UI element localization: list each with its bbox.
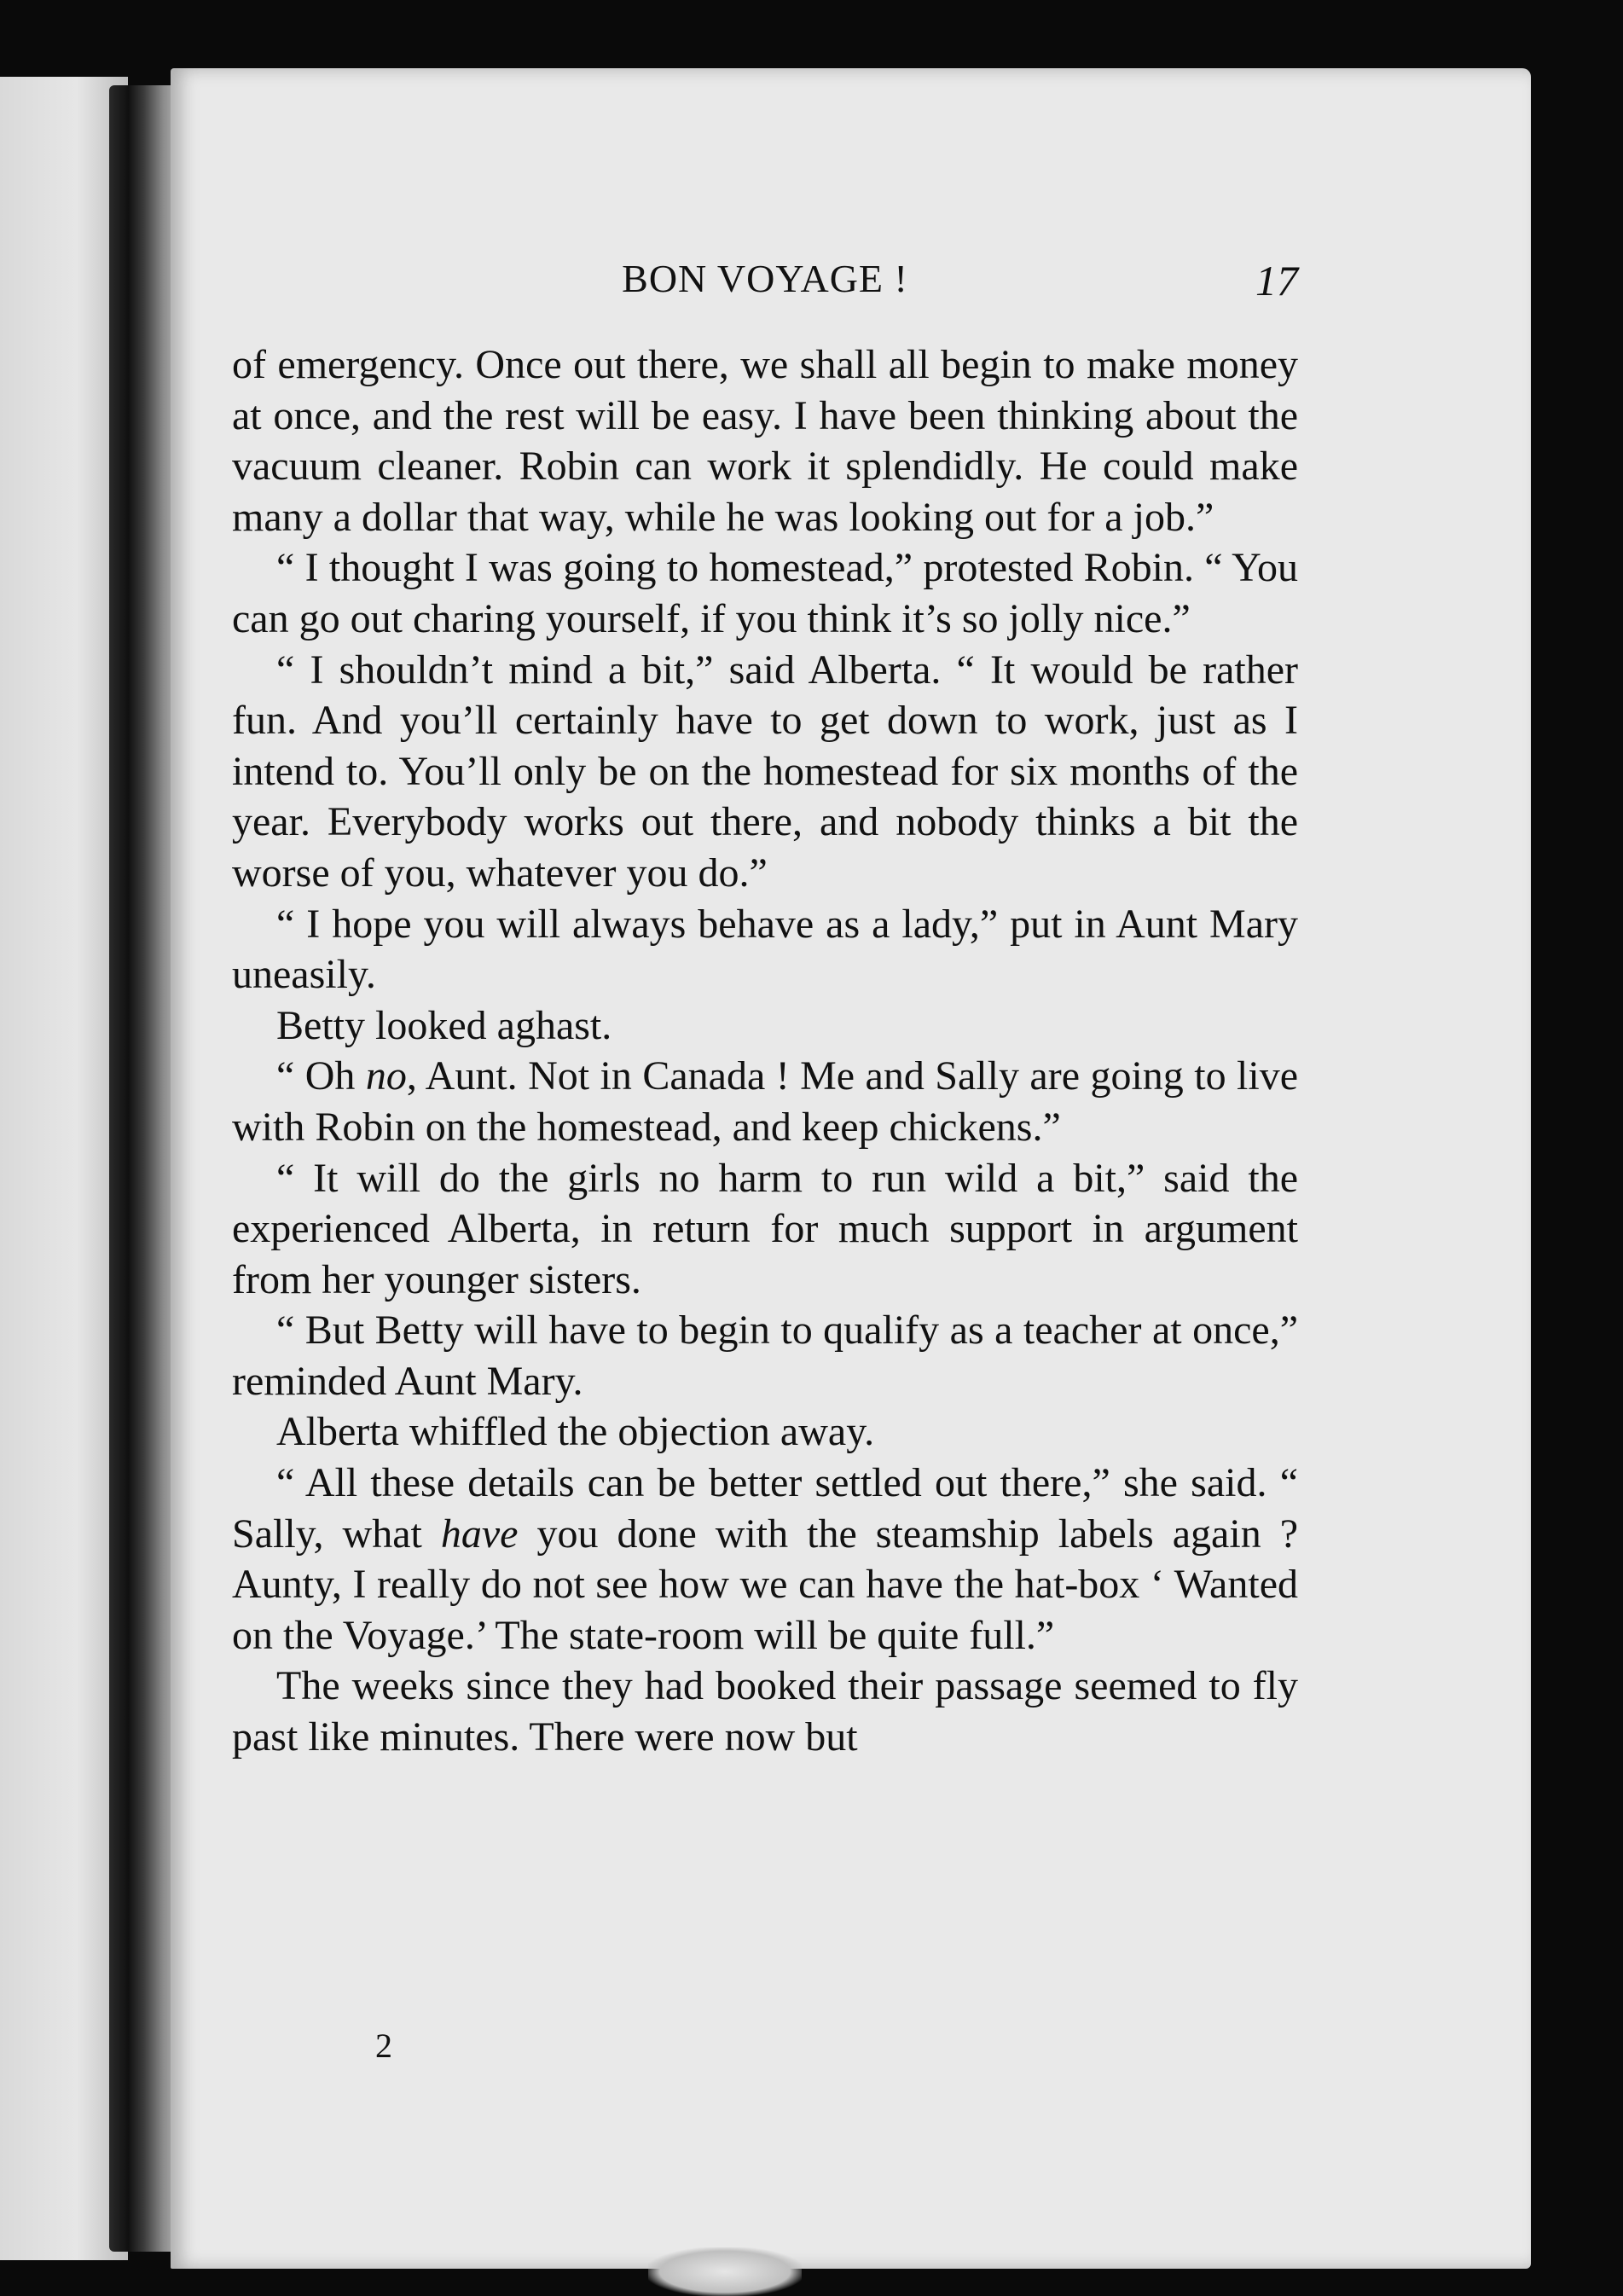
text-run: “ I thought I was going to homestead,” protested Robin. “ You can go out charing yourself, if you think it’s so jolly nice.” (232, 545, 1298, 641)
text-run: “ I hope you will always behave as a lady,” put in Aunt Mary uneasily. (232, 901, 1298, 998)
running-head: BON VOYAGE ! (622, 257, 908, 300)
text-run: of emergency. Once out there, we shall all begin to make money at once, and the rest will be easy. I have been thinking about the vacuum cleaner. Robin can work it splendidly. He could make many a dollar that way, while he was looking out for a job.” (232, 342, 1298, 540)
signature-mark: 2 (375, 2026, 392, 2065)
text-run: “ Oh (276, 1053, 366, 1099)
text-run: “ All these details can be better settled out there,” she said. “ Sally, what (232, 1460, 1298, 1557)
paragraph (232, 899, 1298, 1000)
text-run: “ I shouldn’t mind a bit,” said Alberta. “ It would be rather fun. And you’ll certainly have to get down to work, just as I intend to. You’ll only be on the homestead for six months of the year. Everybody works out there, and nobody thinks a bit the worse of you, whatever you do.” (232, 646, 1298, 896)
text-run: The weeks since they had booked their passage seemed to fly past like minutes. There were now but (232, 1663, 1298, 1760)
page-header (232, 256, 1298, 307)
paragraph (232, 1000, 1298, 1052)
text-run: , Aunt. Not in Canada ! Me and Sally are going to live with Robin on the homestead, and keep chickens.” (232, 1053, 1298, 1150)
text-run: “ It will do the girls no harm to run wild a bit,” said the experienced Alberta, in return for much support in argument from her younger sisters. (232, 1155, 1298, 1302)
italic-text: no (365, 1053, 407, 1099)
paragraph (232, 1406, 1298, 1458)
paragraph (232, 339, 1298, 542)
italic-text: have (440, 1510, 519, 1557)
paragraph (232, 645, 1298, 899)
paragraph (232, 1661, 1298, 1762)
paragraph (232, 542, 1298, 644)
paragraph (232, 1305, 1298, 1406)
paragraph (232, 1153, 1298, 1306)
text-run: Alberta whiffled the objection away. (276, 1409, 875, 1455)
text-run: “ But Betty will have to begin to qualify as a teacher at once,” reminded Aunt Mary. (232, 1307, 1298, 1404)
text-run: Betty looked aghast. (276, 1002, 612, 1048)
paragraph (232, 1051, 1298, 1152)
page-number: 17 (1255, 257, 1298, 304)
page-tab-shadow (648, 2247, 802, 2296)
paragraph (232, 1458, 1298, 1661)
body-text (232, 339, 1298, 1763)
text-run: you done with the steamship labels again ? Aunty, I really do not see how we can have the hat-box ‘ Wanted on the Voyage.’ The state-room will be quite full.” (232, 1510, 1299, 1658)
